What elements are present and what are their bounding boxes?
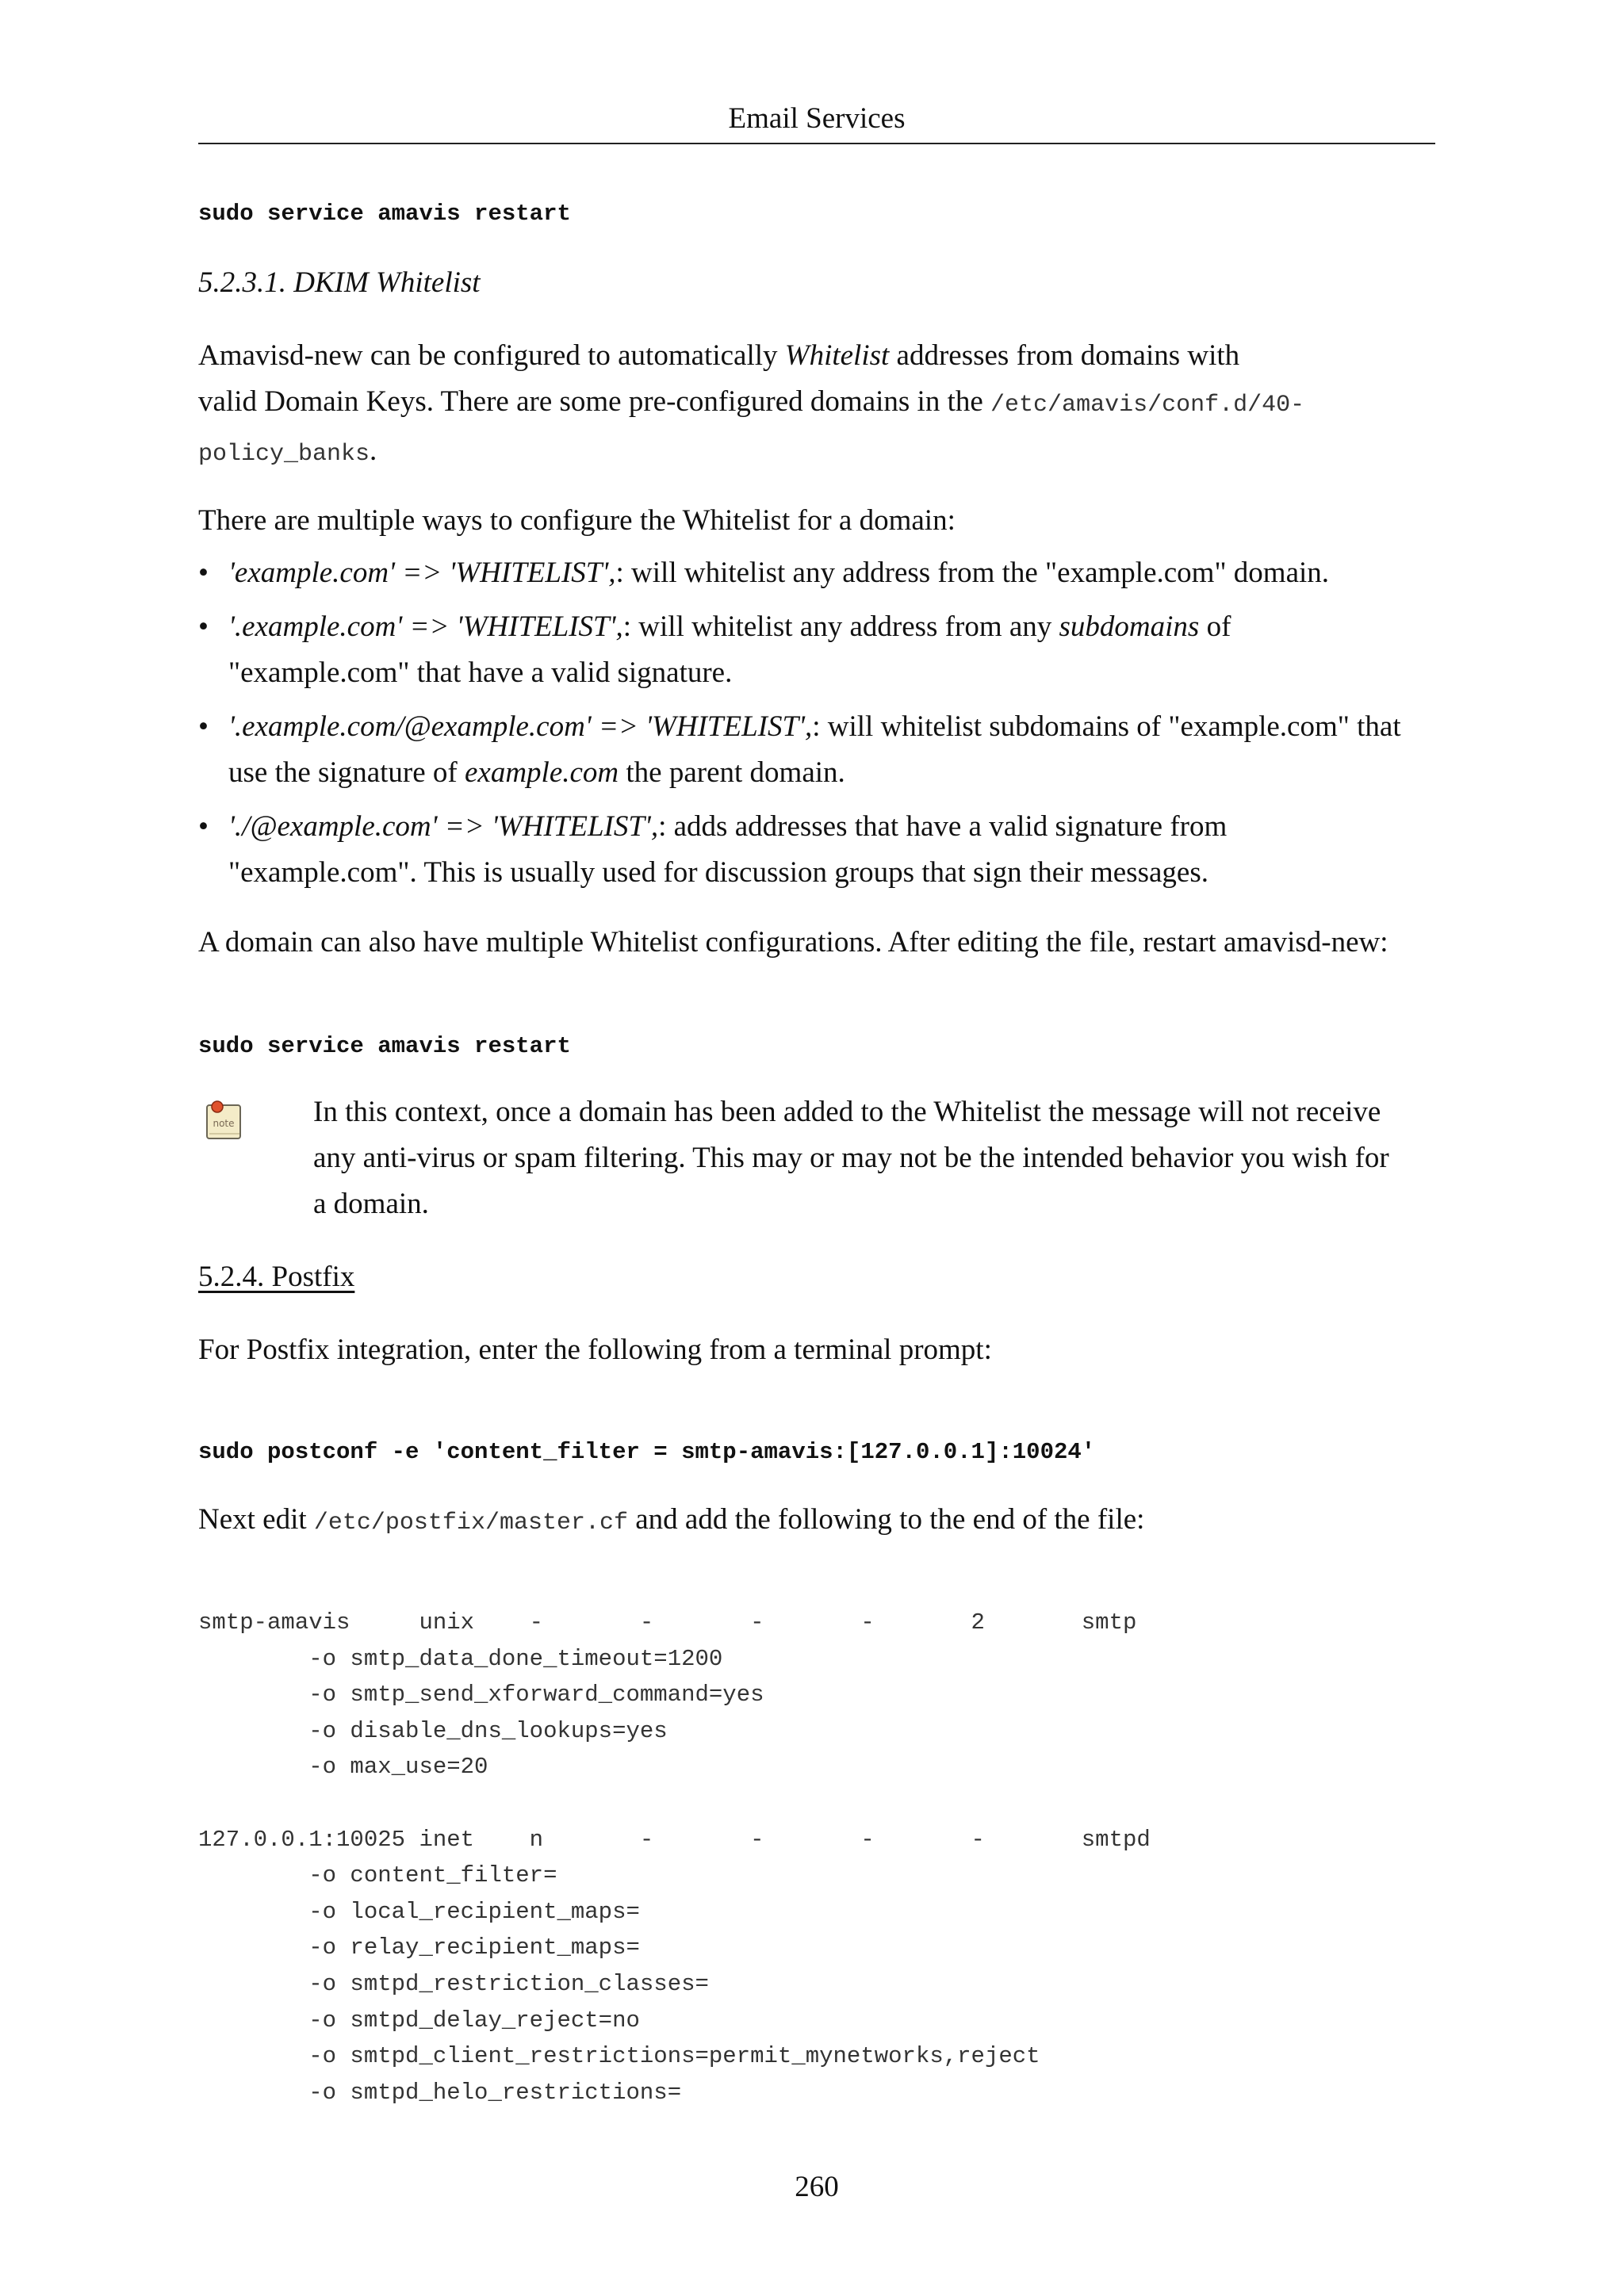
note-text: In this context, once a domain has been added to the Whitelist the message will not receive any anti-virus or spam filtering. This may or may not be the intended behavior you wish for a domain. xyxy=(313,1096,1389,1220)
list-item: • './@example.com' => 'WHITELIST',: adds addresses that have a valid signature from "example.com". This is usually used for discussion groups that sign their messages. xyxy=(198,804,1435,896)
command-restart-amavis-2: sudo service amavis restart xyxy=(198,1033,571,1059)
command-postconf: sudo postconf -e 'content_filter = smtp-amavis:[127.0.0.1]:10024' xyxy=(198,1439,1096,1465)
paragraph-line: Amavisd-new can be configured to automatically Whitelist addresses from domains with xyxy=(198,339,1240,372)
code-line: -o smtpd_helo_restrictions= xyxy=(198,2079,682,2106)
svg-text:note: note xyxy=(213,1118,235,1129)
path-policy-banks: /etc/amavis/conf.d/40- xyxy=(990,392,1305,419)
code-line xyxy=(198,1785,1435,1822)
code-line: -o smtpd_delay_reject=no xyxy=(198,2007,640,2034)
path-policy-banks-continued: policy_banks xyxy=(198,441,370,468)
list-item: • '.example.com/@example.com' => 'WHITELIST',: will whitelist subdomains of "example.com" that use the signature of example.com the parent domain. xyxy=(198,704,1435,796)
emphasis-whitelist: Whitelist xyxy=(784,339,890,372)
code-line: -o content_filter= xyxy=(198,1862,557,1889)
code-lines xyxy=(198,1605,1435,2110)
path-master-cf: /etc/postfix/master.cf xyxy=(313,1510,628,1536)
list-item: • 'example.com' => 'WHITELIST',: will whitelist any address from the "example.com" domain. xyxy=(198,550,1435,596)
paragraph-dkim-intro xyxy=(198,333,1435,477)
paragraph-postfix-integration: For Postfix integration, enter the following from a terminal prompt: xyxy=(198,1334,992,1366)
paragraph-edit-master-cf: Next edit /etc/postfix/master.cf and add the following to the end of the file: xyxy=(198,1503,1145,1536)
code-line: -o relay_recipient_maps= xyxy=(198,1934,640,1961)
code-line: -o disable_dns_lookups=yes xyxy=(198,1717,668,1744)
code-line: smtp-amavis unix - - - - 2 smtp xyxy=(198,1609,1137,1636)
paragraph-whitelist-ways: There are multiple ways to configure the Whitelist for a domain: xyxy=(198,504,956,537)
code-line: -o local_recipient_maps= xyxy=(198,1898,640,1925)
running-header: Email Services xyxy=(728,102,906,135)
paragraph-multiple-configs: A domain can also have multiple Whitelist configurations. After editing the file, restart amavisd-new: xyxy=(198,926,1388,959)
code-line: -o max_use=20 xyxy=(198,1754,488,1781)
document-page xyxy=(198,0,1435,2296)
code-line: 127.0.0.1:10025 inet n - - - - smtpd xyxy=(198,1826,1151,1853)
command-restart-amavis: sudo service amavis restart xyxy=(198,201,571,227)
section-title-dkim-whitelist: 5.2.3.1. DKIM Whitelist xyxy=(198,266,481,299)
list-item: • '.example.com' => 'WHITELIST',: will whitelist any address from any subdomains of "example.com" that have a valid signature. xyxy=(198,604,1435,696)
header-rule xyxy=(198,143,1435,144)
master-cf-code-block xyxy=(198,1605,1435,2110)
code-line: -o smtp_send_xforward_command=yes xyxy=(198,1682,764,1709)
code-line: -o smtpd_client_restrictions=permit_mynetworks,reject xyxy=(198,2043,1040,2070)
code-line: -o smtp_data_done_timeout=1200 xyxy=(198,1645,723,1672)
page-number: 260 xyxy=(795,2171,839,2203)
whitelist-options-list xyxy=(198,550,1435,904)
paragraph-line: valid Domain Keys. There are some pre-configured domains in the /etc/amavis/conf.d/40- xyxy=(198,385,1305,419)
note-icon xyxy=(205,1099,244,1142)
section-title-postfix: 5.2.4. Postfix xyxy=(198,1261,355,1293)
paragraph-line: policy_banks. xyxy=(198,434,377,468)
code-line: -o smtpd_restriction_classes= xyxy=(198,1970,709,1997)
